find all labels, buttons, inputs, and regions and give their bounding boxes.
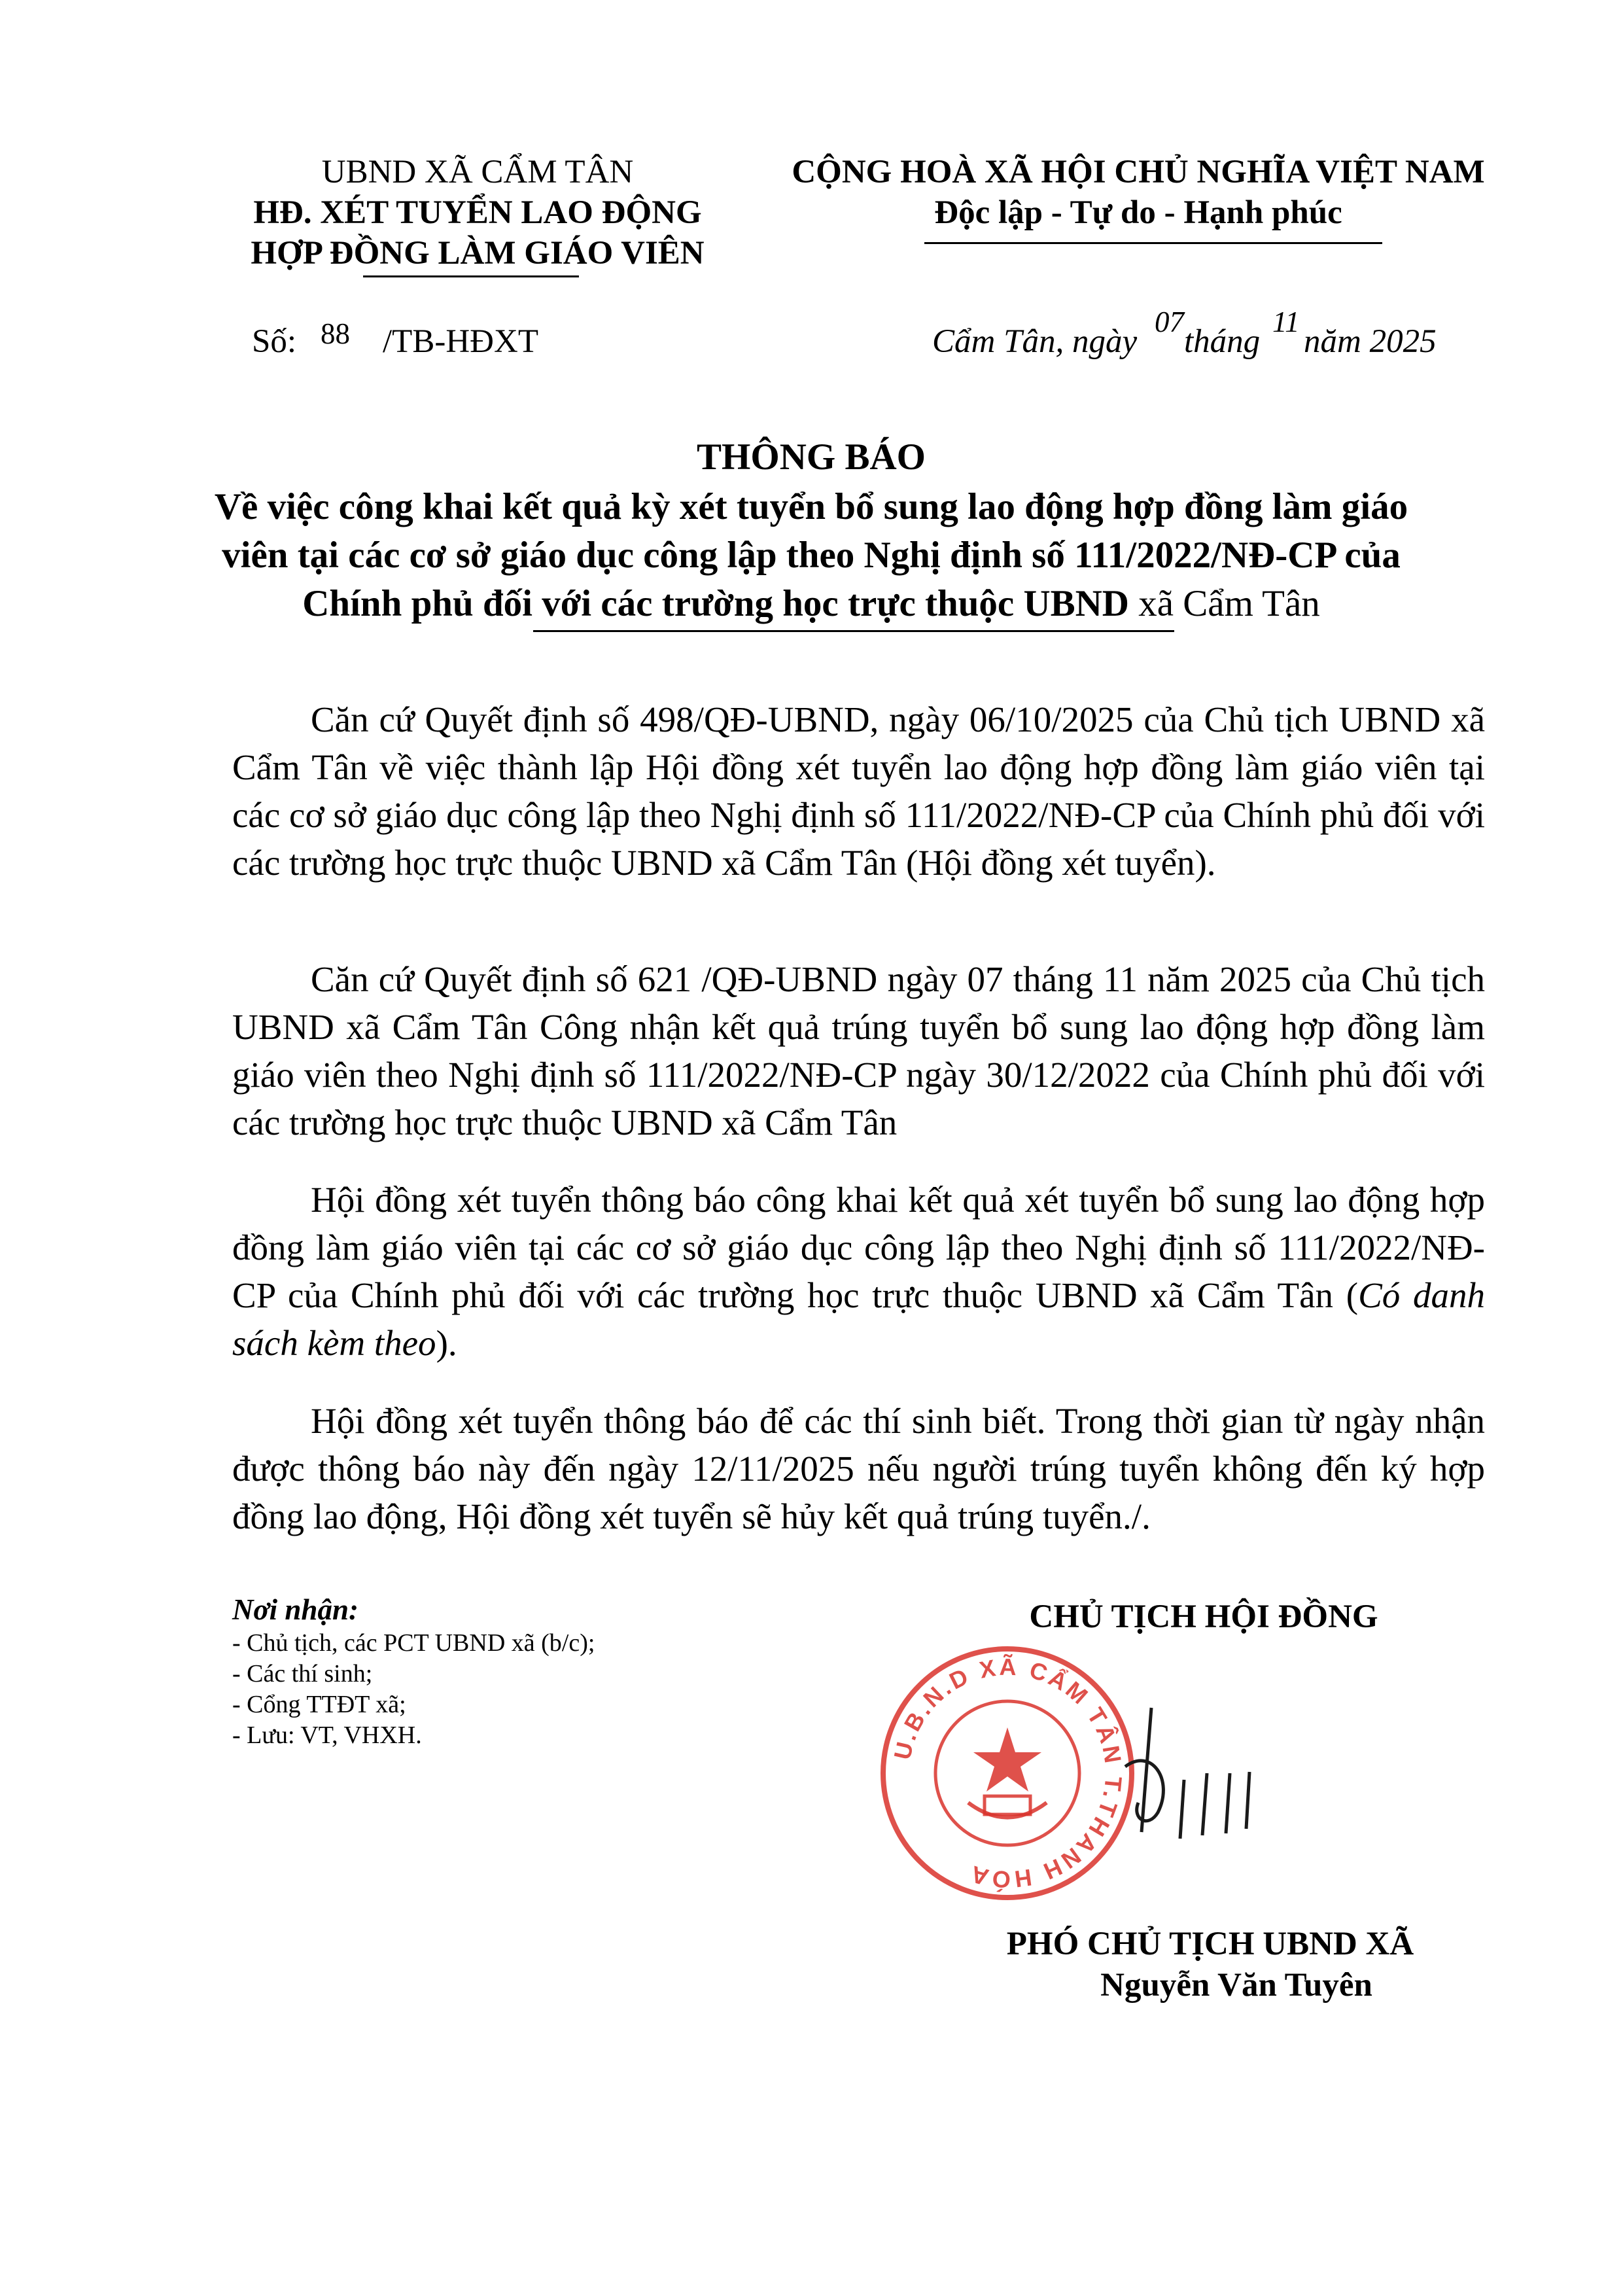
date-day: 07 xyxy=(1155,306,1184,338)
notice-subject-line-2: viên tại các cơ sở giáo dục công lập theo Nghị định số 111/2022/NĐ-CP của xyxy=(222,535,1401,576)
notice-subject-line-1: Về việc công khai kết quả kỳ xét tuyển bổ sung lao động hợp đồng làm giáo xyxy=(214,486,1408,527)
agency-line-2: HĐ. XÉT TUYỂN LAO ĐỘNG xyxy=(253,194,702,231)
agency-line-1: UBND XÃ CẨM TÂN xyxy=(321,154,634,190)
notice-heading: THÔNG BÁO xyxy=(697,436,926,478)
motto-underline xyxy=(924,242,1382,244)
paragraph-4: Hội đồng xét tuyển thông báo để các thí sinh biết. Trong thời gian từ ngày nhận được thông báo này đến ngày 12/11/2025 nếu người trúng tuyển không đến ký hợp đồng lao động, Hội đồng xét tuyển sẽ hủy kết quả trúng tuyển./. xyxy=(232,1401,1485,1536)
paragraph-3-italic: Có danh sách kèm theo xyxy=(232,1275,1485,1363)
national-title: CỘNG HOÀ XÃ HỘI CHỦ NGHĨA VIỆT NAM xyxy=(792,154,1485,190)
date-month-label: tháng xyxy=(1184,323,1261,360)
national-header xyxy=(756,152,1521,233)
number-prefix: Số: xyxy=(252,323,297,360)
subject-line-3-bold: Chính phủ đối với các trường học trực thuộc UBND xyxy=(302,583,1129,624)
agency-line-3: HỢP ĐỒNG LÀM GIÁO VIÊN xyxy=(251,235,705,272)
number-value: 88 xyxy=(321,317,350,350)
recipient-item: - Cổng TTĐT xã; xyxy=(232,1691,406,1718)
recipient-item: - Chủ tịch, các PCT UBND xã (b/c); xyxy=(232,1629,595,1657)
agency-header xyxy=(216,152,739,274)
national-motto: Độc lập - Tự do - Hạnh phúc xyxy=(934,194,1342,231)
agency-underline xyxy=(363,275,579,277)
recipients-block xyxy=(232,1591,821,1751)
document-date xyxy=(932,306,1521,374)
document-number xyxy=(252,317,579,374)
notice-subject-line-3 xyxy=(196,580,1426,628)
paragraph-3-text: Hội đồng xét tuyển thông báo công khai kết quả xét tuyển bổ sung lao động hợp đồng làm giáo viên tại các cơ sở giáo dục công lập theo Nghị định số 111/2022/NĐ-CP của Chính phủ đối với các trường học trực thuộc UBND xã Cẩm Tân ( xyxy=(232,1180,1485,1315)
number-suffix: /TB-HĐXT xyxy=(383,323,538,360)
red-seal-stamp xyxy=(877,1642,1138,1904)
date-month: 11 xyxy=(1272,306,1300,338)
title-underline xyxy=(533,630,1174,632)
handwritten-signature xyxy=(1112,1688,1269,1852)
paragraph-2: Căn cứ Quyết định số 621 /QĐ-UBND ngày 07 tháng 11 năm 2025 của Chủ tịch UBND xã Cẩm Tân Công nhận kết quả trúng tuyển bổ sung lao động hợp đồng làm giáo viên theo Nghị định số 111/2022/NĐ-CP ngày 30/12/2022 của Chính phủ đối với các trường học trực thuộc UBND xã Cẩm Tân xyxy=(232,959,1485,1142)
date-place: Cẩm Tân, ngày xyxy=(932,323,1138,360)
recipient-item: - Các thí sinh; xyxy=(232,1660,373,1687)
paragraph-3-end: ). xyxy=(436,1323,457,1363)
paragraph-1: Căn cứ Quyết định số 498/QĐ-UBND, ngày 06/10/2025 của Chủ tịch UBND xã Cẩm Tân về việc thành lập Hội đồng xét tuyển lao động hợp đồng làm giáo viên tại các cơ sở giáo dục công lập theo Nghị định số 111/2022/NĐ-CP của Chính phủ đối với các trường học trực thuộc UBND xã Cẩm Tân (Hội đồng xét tuyển). xyxy=(232,699,1485,883)
signer-position: PHÓ CHỦ TỊCH UBND XÃ xyxy=(1006,1926,1414,1962)
paragraph-3 xyxy=(232,1176,1485,1367)
date-year: năm 2025 xyxy=(1304,323,1437,360)
signer-role: CHỦ TỊCH HỘI ĐỒNG xyxy=(1029,1598,1378,1635)
recipient-item: - Lưu: VT, VHXH. xyxy=(232,1722,422,1749)
recipients-label: Nơi nhận: xyxy=(232,1593,358,1626)
subject-line-3-rest: xã Cẩm Tân xyxy=(1128,583,1320,624)
signer-name: Nguyễn Văn Tuyên xyxy=(1100,1967,1372,2004)
svg-text:U.B.N.D XÃ CẨM TÂN T.THANH HÓA: U.B.N.D XÃ CẨM TÂN T.THANH HÓA xyxy=(888,1653,1128,1894)
